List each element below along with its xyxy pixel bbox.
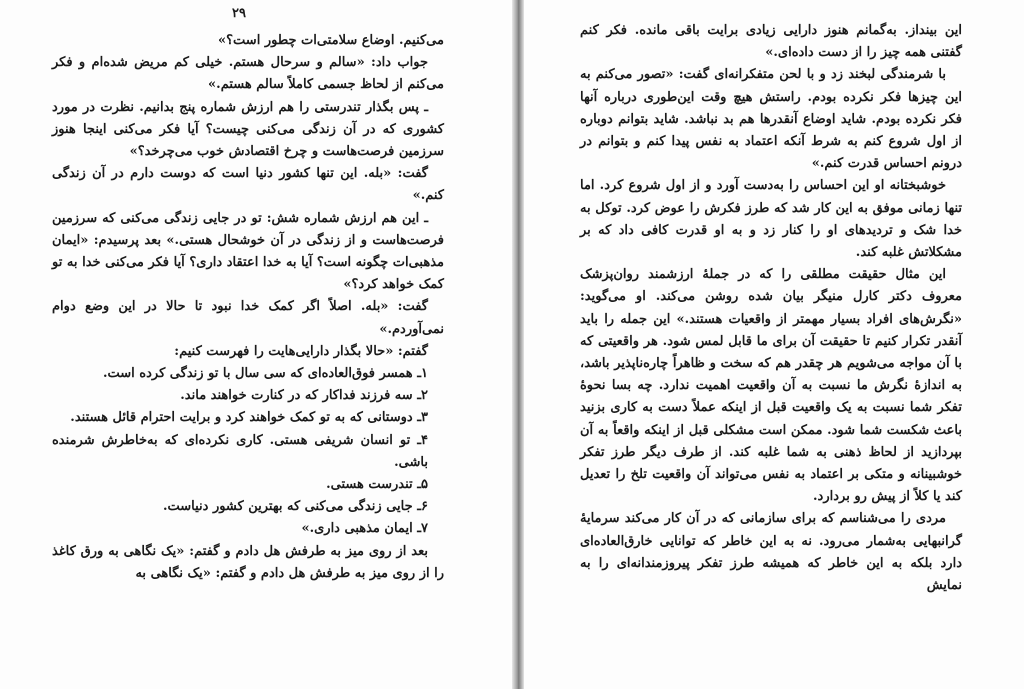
right-page-text (580, 20, 962, 597)
paragraph: جواب داد: «سالم و سرحال هستم. خیلی کم مریض شده‌ام و فکر می‌کنم از لحاظ جسمی کاملاً سالم هستم.» (52, 55, 444, 93)
list-item: ۲ـ سه فرزند فداکار که در کنارت خواهند ماند. (180, 388, 428, 404)
paragraph: مردی را می‌شناسم که برای سازمانی که در آن کار می‌کند سرمایهٔ گرانبهایی به‌شمار می‌رود. نه به این خاطر که توانایی خارق‌العاده‌ای دارد بلکه به این خاطر که همیشه طرز تفکر پیروزمندانه‌ای را به نمایش (580, 511, 962, 594)
right-page (524, 0, 1024, 689)
paragraph: با شرمندگی لبخند زد و با لحن متفکرانه‌ای گفت: «تصور می‌کنم به این چیزها فکر نکرده بودم. راستش هیچ وقت این‌طوری درباره آنها فکر نکرده بودم. شاید اوضاع آنقدرها هم بد نباشد. شاید بتوانم دوباره از اول شروع کنم به شرط آنکه اعتماد به نفس پیدا کنم و بتوانم در درونم احساس قدرت کنم.» (580, 67, 962, 172)
list-item: ۷ـ ایمان مذهبی داری.» (301, 521, 428, 537)
list-item: ۳ـ دوستانی که به تو کمک خواهند کرد و برایت احترام قائل هستند. (70, 410, 428, 426)
paragraph: ـ پس بگذار تندرستی را هم ارزش شماره پنج بدانیم. نظرت در مورد کشوری که در آن زندگی می‌کنی چیست؟ آیا فکر می‌کنی اینجا هنوز سرزمین فرصت‌هاست و چرخ اقتصادش خوب می‌چرخد؟» (52, 99, 444, 160)
page-number: ۲۹ (232, 6, 246, 21)
book-gutter (512, 0, 524, 689)
paragraph: خوشبختانه او این احساس را به‌دست آورد و از اول شروع کرد. اما تنها زمانی موفق به این کار شد که طرز فکرش را عوض کرد. توکل به خدا شک و تردیدهای او را کنار زد و به او قدرت کافی داد که بر مشکلاتش غلبه کند. (580, 178, 962, 261)
paragraph: گفت: «بله. اصلاً اگر کمک خدا نبود تا حالا در این وضع دوام نمی‌آوردم.» (52, 299, 444, 337)
paragraph: می‌کنیم. اوضاع سلامتی‌ات چطور است؟» (218, 33, 444, 48)
list-item: ۴ـ تو انسان شریفی هستی. کاری نکرده‌ای که به‌خاطرش شرمنده باشی. (52, 432, 428, 470)
paragraph-closing: بعد از روی میز به طرفش هل دادم و گفتم: «یک نگاهی به ورق کاغذ را از روی میز به طرفش هل دادم و گفتم: «یک نگاهی به (52, 543, 444, 581)
paragraph: ـ این هم ارزش شماره شش: تو در جایی زندگی می‌کنی که سرزمین فرصت‌هاست و از زندگی در آن خوشحال هستی.» بعد پرسیدم: «ایمان مذهبی‌ات چگونه است؟ آیا به خدا اعتقاد داری؟ آیا فکر می‌کنی خدا به تو کمک خواهد کرد؟» (52, 210, 444, 293)
list-item: ۶ـ جایی زندگی می‌کنی که بهترین کشور دنیاست. (162, 499, 428, 515)
list-item: ۵ـ تندرست هستی. (326, 477, 428, 493)
paragraph: گفتم: «حالا بگذار دارایی‌هایت را فهرست کنیم: (174, 343, 428, 359)
left-page-text (52, 30, 444, 585)
paragraph: این مثال حقیقت مطلقی را که در جملهٔ ارزشمند روان‌پزشک معروف دکتر کارل منیگر بیان شده روشن می‌کند. او می‌گوید: «نگرش‌های افراد بسیار مهمتر از واقعیات هستند.» این جمله را باید آنقدر تکرار کنیم تا حقیقت آن برای ما قابل لمس شود. هر واقعیتی که با آن مواجه می‌شویم هر چقدر هم که سخت و ظاهراً چاره‌ناپذیر باشد، به اندازهٔ نگرش ما نسبت به آن واقعیت اهمیت ندارد. چه بسا نحوهٔ تفکر شما نسبت به یک واقعیت قبل از اینکه عملاً دست به کاری بزنید باعث شکست شما شود. ممکن است مشکلی قبل از اینکه واقعاً به آن بپردازید از لحاظ ذهنی به شما غلبه کند. از طرف دیگر طرز تفکر خوشبینانه و متکی بر اعتماد به نفس می‌تواند آن واقعیت تلخ را تعدیل کند یا کلاً از پیش رو بردارد. (580, 267, 962, 505)
paragraph: این بینداز. به‌گمانم هنوز دارایی زیادی برایت باقی مانده. فکر کنم گفتنی همه چیز را از دست داده‌ای.» (580, 23, 962, 61)
list-item: ۱ـ همسر فوق‌العاده‌ای که سی سال با تو زندگی کرده است. (102, 366, 428, 382)
paragraph: گفت: «بله. این تنها کشور دنیا است که دوست دارم در آن زندگی کنم.» (52, 166, 444, 204)
